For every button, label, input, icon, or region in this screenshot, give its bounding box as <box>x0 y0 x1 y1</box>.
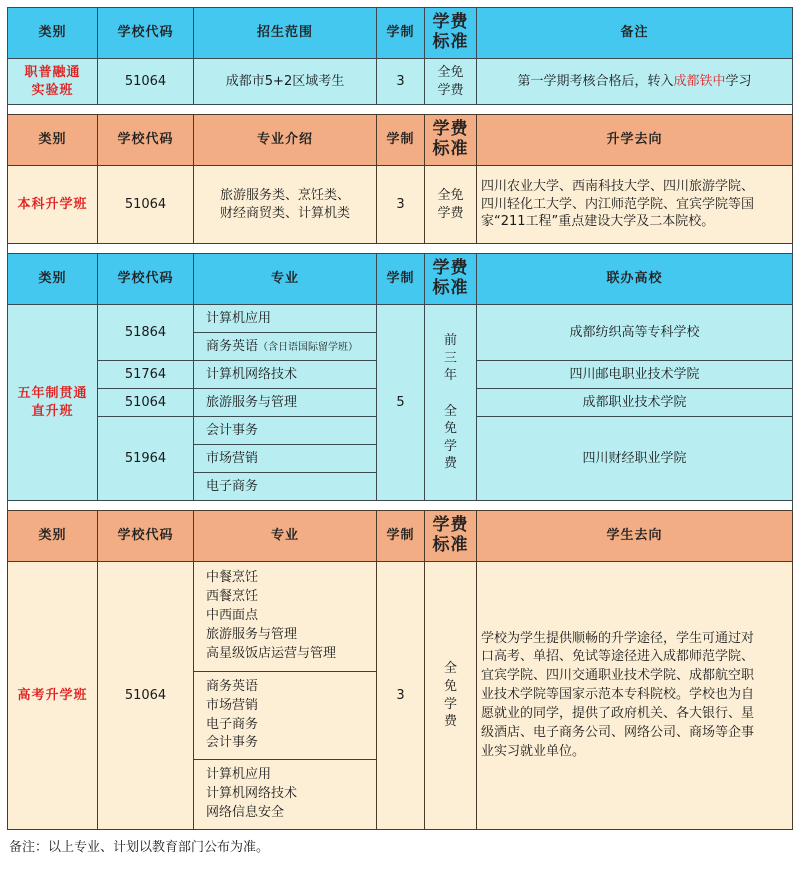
category-cell: 本科升学班 <box>8 166 98 244</box>
destination-line: 业技术学院等国家示范本专科院校。学校也为自 <box>481 687 755 703</box>
scope-cell: 成都市5+2区域考生 <box>194 59 377 105</box>
destination-line: 口高考、单招、免试等途径进入成都师范学院、 <box>481 649 755 665</box>
fee-char: 费 <box>443 714 457 730</box>
section-undergrad-class <box>7 114 793 244</box>
remark-text: 第一学期考核合格后，转入 <box>517 73 674 89</box>
destination-line: 业实习就业单位。 <box>481 743 586 759</box>
major-group-cell <box>194 562 377 672</box>
header-school-code: 学校代码 <box>98 511 194 562</box>
category-line1: 职普融通 <box>24 64 81 80</box>
header-school-code: 学校代码 <box>98 254 194 305</box>
fee-cell <box>425 59 477 105</box>
major-name: 网络信息安全 <box>206 804 285 820</box>
header-student-destination: 学生去向 <box>477 511 793 562</box>
major-cell <box>194 333 377 361</box>
fee-line2: 学费 <box>437 205 464 221</box>
header-row <box>8 115 793 166</box>
major-name: 中餐烹饪 <box>206 570 259 586</box>
fee-char: 学 <box>443 438 457 454</box>
destination-line: 四川轻化工大学、内江师范学院、宜宾学院等国 <box>481 196 755 212</box>
major-name: 计算机网络技术 <box>206 786 298 802</box>
fee-line1: 全免 <box>437 64 464 80</box>
school-code-cell: 51064 <box>98 389 194 417</box>
major-group-cell <box>194 672 377 760</box>
fee-cell <box>425 562 477 830</box>
major-cell: 计算机网络技术 <box>194 361 377 389</box>
header-major: 专业 <box>194 254 377 305</box>
fee-cell <box>425 166 477 244</box>
major-name: 市场营销 <box>206 697 259 713</box>
header-school-code: 学校代码 <box>98 8 194 59</box>
major-name: 中西面点 <box>206 608 259 624</box>
header-category: 类别 <box>8 115 98 166</box>
header-row <box>8 254 793 305</box>
header-fee <box>425 511 477 562</box>
fee-char: 免 <box>443 421 457 437</box>
section-divider <box>7 105 793 114</box>
major-name: 商务英语 <box>206 338 259 354</box>
header-category: 类别 <box>8 8 98 59</box>
header-category: 类别 <box>8 254 98 305</box>
section-divider <box>7 501 793 510</box>
fee-char: 学 <box>443 696 457 712</box>
partner-cell: 成都职业技术学院 <box>477 389 793 417</box>
table-row <box>8 305 793 333</box>
major-group-cell <box>194 760 377 830</box>
header-category: 类别 <box>8 511 98 562</box>
fee-cell <box>425 305 477 501</box>
header-row <box>8 511 793 562</box>
major-cell: 旅游服务与管理 <box>194 389 377 417</box>
fee-char: 前 <box>443 333 457 349</box>
major-name: 旅游服务与管理 <box>206 626 298 642</box>
majors-cell <box>194 166 377 244</box>
fee-char: 三 <box>443 350 457 366</box>
remark-cell <box>477 59 793 105</box>
header-destination: 升学去向 <box>477 115 793 166</box>
destination-line: 学校为学生提供顺畅的升学途径，学生可通过对 <box>481 630 755 646</box>
fee-char: 全 <box>443 661 457 677</box>
header-fee-line1: 学费 <box>432 515 469 536</box>
major-name: 电子商务 <box>206 716 259 732</box>
major-name: 计算机应用 <box>206 767 272 783</box>
header-partner: 联办高校 <box>477 254 793 305</box>
duration-cell: 3 <box>377 562 425 830</box>
majors-line2: 财经商贸类、计算机类 <box>219 205 350 221</box>
category-cell <box>8 59 98 105</box>
table-row <box>8 562 793 672</box>
header-major: 专业 <box>194 511 377 562</box>
duration-cell: 3 <box>377 166 425 244</box>
destination-cell <box>477 166 793 244</box>
table-row <box>8 59 793 105</box>
major-cell: 计算机应用 <box>194 305 377 333</box>
destination-cell <box>477 562 793 830</box>
majors-line1: 旅游服务类、烹饪类、 <box>219 187 350 203</box>
school-code-cell: 51964 <box>98 417 194 501</box>
header-duration: 学制 <box>377 8 425 59</box>
category-line2: 直升班 <box>31 403 74 419</box>
header-fee-line1: 学费 <box>432 12 469 33</box>
category-line1: 五年制贯通 <box>17 385 88 401</box>
partner-cell: 四川邮电职业技术学院 <box>477 361 793 389</box>
fee-line1: 全免 <box>437 187 464 203</box>
fee-line2: 学费 <box>437 82 464 98</box>
remark-highlight: 成都铁中 <box>673 73 726 89</box>
major-cell: 市场营销 <box>194 445 377 473</box>
partner-cell: 成都纺织高等专科学校 <box>477 305 793 361</box>
fee-char: 费 <box>443 456 457 472</box>
destination-line: 家“211工程”重点建设大学及二本院校。 <box>481 214 715 230</box>
header-fee <box>425 8 477 59</box>
header-scope: 招生范围 <box>194 8 377 59</box>
header-fee-line2: 标准 <box>432 139 469 159</box>
destination-line: 四川农业大学、西南科技大学、四川旅游学院、 <box>481 179 755 195</box>
school-code-cell: 51064 <box>98 166 194 244</box>
school-code-cell: 51064 <box>98 59 194 105</box>
header-fee-line1: 学费 <box>432 258 469 279</box>
destination-line: 愿就业的同学，提供了政府机关、各大银行、星 <box>481 705 755 721</box>
footnote: 备注：以上专业、计划以教育部门公布为准。 <box>9 840 270 855</box>
header-duration: 学制 <box>377 511 425 562</box>
duration-cell: 5 <box>377 305 425 501</box>
section-five-year-class <box>7 253 793 501</box>
section-experimental-class <box>7 7 793 105</box>
major-cell: 会计事务 <box>194 417 377 445</box>
major-note: （含日语国际留学班） <box>258 341 359 353</box>
major-name: 会计事务 <box>206 735 259 751</box>
header-row <box>8 8 793 59</box>
major-name: 西餐烹饪 <box>206 589 259 605</box>
destination-line: 级酒店、电子商务公司、网络公司、商场等企事 <box>481 724 755 740</box>
header-remark: 备注 <box>477 8 793 59</box>
section-gaokao-class <box>7 510 793 830</box>
header-fee <box>425 254 477 305</box>
header-school-code: 学校代码 <box>98 115 194 166</box>
header-fee-line1: 学费 <box>432 119 469 140</box>
duration-cell: 3 <box>377 59 425 105</box>
enrollment-table <box>7 7 793 861</box>
section-divider <box>7 244 793 253</box>
school-code-cell: 51064 <box>98 562 194 830</box>
fee-char: 免 <box>443 678 457 694</box>
header-fee <box>425 115 477 166</box>
school-code-cell: 51764 <box>98 361 194 389</box>
destination-line: 宜宾学院、四川交通职业技术学院、成都航空职 <box>481 668 755 684</box>
major-name: 高星级饭店运营与管理 <box>206 645 337 661</box>
category-line2: 实验班 <box>31 82 74 98</box>
header-majors: 专业介绍 <box>194 115 377 166</box>
header-fee-line2: 标准 <box>432 535 469 555</box>
category-cell: 高考升学班 <box>8 562 98 830</box>
header-fee-line2: 标准 <box>432 32 469 52</box>
header-duration: 学制 <box>377 115 425 166</box>
fee-char: 年 <box>443 368 457 384</box>
remark-text-end: 学习 <box>725 73 752 89</box>
fee-char: 全 <box>443 403 457 419</box>
table-row <box>8 166 793 244</box>
school-code-cell: 51864 <box>98 305 194 361</box>
major-cell: 电子商务 <box>194 473 377 501</box>
category-cell <box>8 305 98 501</box>
header-fee-line2: 标准 <box>432 278 469 298</box>
partner-cell: 四川财经职业学院 <box>477 417 793 501</box>
major-name: 商务英语 <box>206 678 259 694</box>
header-duration: 学制 <box>377 254 425 305</box>
